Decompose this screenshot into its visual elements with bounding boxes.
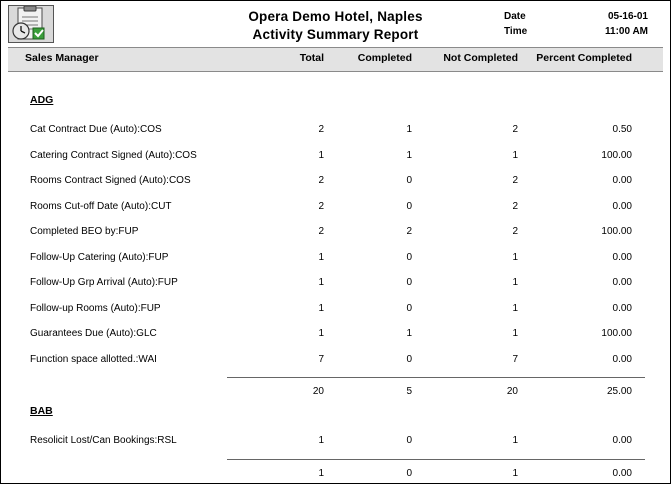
cell-not-completed: 1	[512, 302, 518, 314]
activity-label: Catering Contract Signed (Auto):COS	[30, 149, 197, 161]
cell-total: 1	[318, 149, 324, 161]
cell-completed: 0	[406, 302, 412, 314]
activity-label: Cat Contract Due (Auto):COS	[30, 124, 162, 135]
cell-total: 1	[318, 302, 324, 314]
cell-not-completed: 1	[512, 435, 518, 446]
subtotal-row	[8, 460, 663, 484]
cell-total: 1	[318, 328, 324, 339]
cell-percent: 0.00	[612, 353, 632, 365]
table-row	[8, 118, 663, 144]
activity-label: Follow-Up Grp Arrival (Auto):FUP	[30, 277, 178, 288]
cell-not-completed: 2	[512, 200, 518, 212]
column-header-percent-completed: Percent Completed	[536, 52, 632, 64]
cell-total: 2	[318, 124, 324, 135]
cell-total: 7	[318, 353, 324, 365]
date-row	[504, 9, 648, 24]
subtotal-not-completed: 20	[506, 386, 518, 397]
table-row	[8, 144, 663, 170]
cell-not-completed: 2	[512, 226, 518, 237]
subtotal-percent: 25.00	[606, 386, 632, 397]
cell-percent: 0.00	[612, 435, 632, 446]
time-row	[504, 24, 648, 39]
table-row	[8, 169, 663, 195]
cell-completed: 1	[406, 328, 412, 339]
cell-not-completed: 2	[512, 175, 518, 186]
subtotal-completed: 5	[406, 386, 412, 397]
time-value: 11:00 AM	[605, 26, 648, 37]
cell-completed: 0	[406, 200, 412, 212]
activity-label: Guarantees Due (Auto):GLC	[30, 328, 157, 339]
cell-percent: 0.00	[612, 200, 632, 212]
cell-percent: 0.50	[612, 124, 632, 135]
cell-completed: 0	[406, 277, 412, 288]
subtotal-percent: 0.00	[612, 467, 632, 479]
column-header-total: Total	[299, 52, 324, 64]
cell-percent: 0.00	[612, 277, 632, 288]
activity-label: Follow-Up Catering (Auto):FUP	[30, 251, 169, 263]
group-label: ADG	[30, 94, 54, 106]
cell-total: 2	[318, 200, 324, 212]
cell-percent: 0.00	[612, 175, 632, 186]
cell-total: 1	[318, 277, 324, 288]
cell-completed: 0	[406, 175, 412, 186]
cell-not-completed: 1	[512, 149, 518, 161]
cell-total: 1	[318, 435, 324, 446]
cell-completed: 0	[406, 435, 412, 446]
activity-label: Rooms Contract Signed (Auto):COS	[30, 175, 191, 186]
table-row	[8, 297, 663, 323]
cell-percent: 100.00	[601, 328, 632, 339]
cell-completed: 1	[406, 149, 412, 161]
table-row	[8, 220, 663, 246]
cell-percent: 100.00	[601, 149, 632, 161]
column-header-not-completed: Not Completed	[443, 52, 518, 64]
table-row	[8, 271, 663, 297]
report-header	[1, 1, 670, 47]
report-meta	[504, 9, 648, 39]
cell-percent: 0.00	[612, 302, 632, 314]
subtotal-total: 1	[318, 467, 324, 479]
activity-label: Resolicit Lost/Can Bookings:RSL	[30, 435, 177, 446]
hotel-name: Opera Demo Hotel, Naples	[248, 9, 423, 24]
cell-not-completed: 2	[512, 124, 518, 135]
cell-not-completed: 1	[512, 277, 518, 288]
activity-label: Rooms Cut-off Date (Auto):CUT	[30, 200, 172, 212]
time-label: Time	[504, 26, 528, 37]
cell-completed: 1	[406, 124, 412, 135]
column-header-row	[8, 47, 663, 72]
subtotal-row	[8, 378, 663, 405]
cell-completed: 2	[406, 226, 412, 237]
column-header-completed: Completed	[357, 52, 412, 64]
activity-label: Function space allotted.:WAI	[30, 353, 157, 365]
cell-completed: 0	[406, 353, 412, 365]
group-label: BAB	[30, 405, 53, 417]
table-row	[8, 195, 663, 221]
cell-total: 2	[318, 175, 324, 186]
subtotal-completed: 0	[406, 467, 412, 479]
cell-not-completed: 1	[512, 251, 518, 263]
date-label: Date	[504, 11, 526, 22]
report-body	[1, 72, 670, 484]
table-row	[8, 348, 663, 374]
cell-total: 1	[318, 251, 324, 263]
cell-not-completed: 7	[512, 353, 518, 365]
cell-total: 2	[318, 226, 324, 237]
table-row	[8, 246, 663, 272]
table-row	[8, 429, 663, 455]
clipboard-clock-icon	[8, 5, 54, 43]
activity-label: Follow-up Rooms (Auto):FUP	[30, 302, 161, 314]
table-row	[8, 322, 663, 348]
column-header-sales-manager: Sales Manager	[25, 52, 99, 64]
cell-completed: 0	[406, 251, 412, 263]
report-name: Activity Summary Report	[252, 27, 419, 42]
cell-percent: 0.00	[612, 251, 632, 263]
cell-percent: 100.00	[601, 226, 632, 237]
subtotal-not-completed: 1	[512, 467, 518, 479]
activity-label: Completed BEO by:FUP	[30, 226, 139, 237]
date-value: 05-16-01	[607, 11, 648, 22]
subtotal-total: 20	[312, 386, 324, 397]
cell-not-completed: 1	[512, 328, 518, 339]
